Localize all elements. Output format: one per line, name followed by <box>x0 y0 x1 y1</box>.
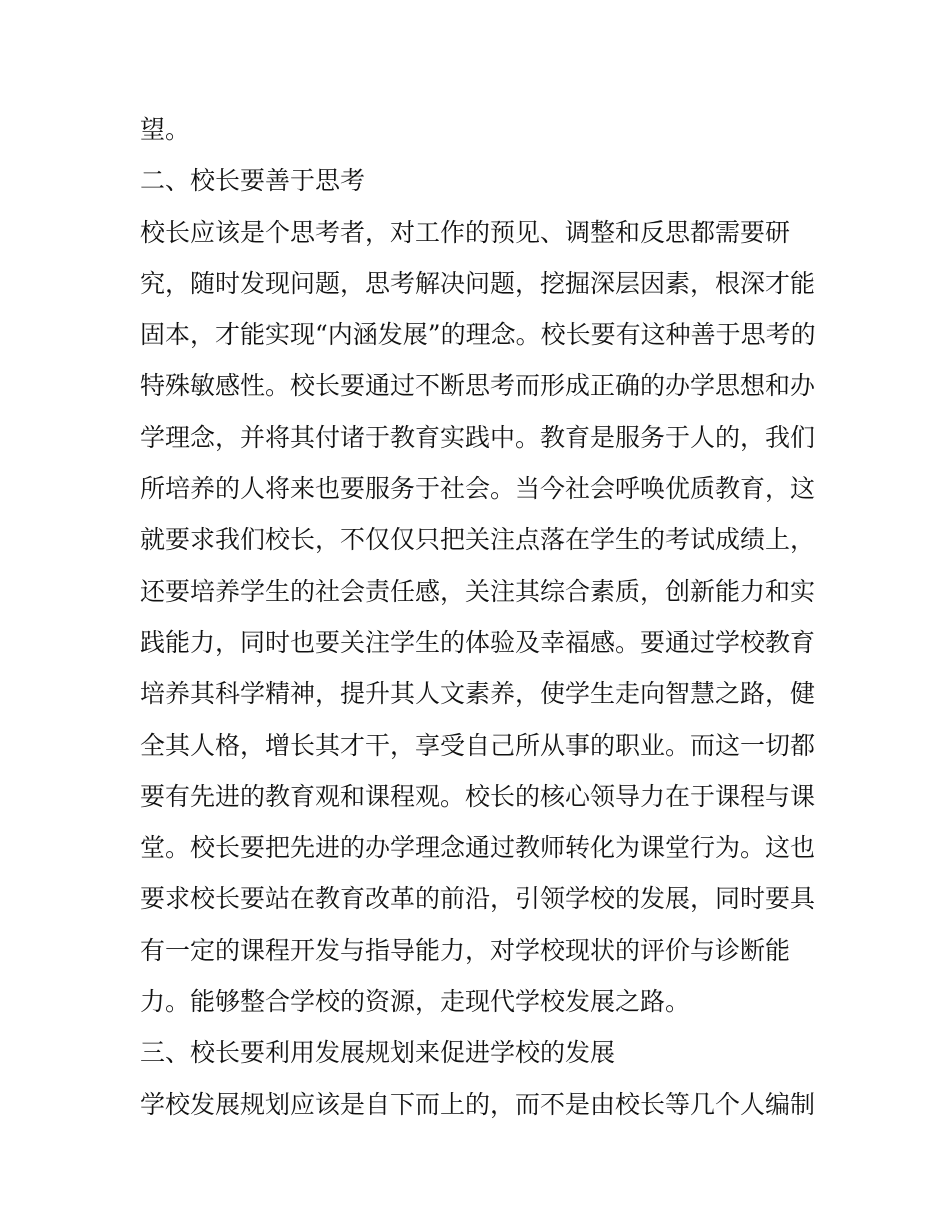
text-line: 要求校长要站在教育改革的前沿，引领学校的发展，同时要具 <box>140 884 816 914</box>
text-line: 要有先进的教育观和课程观。校长的核心领导力在于课程与课 <box>140 781 816 811</box>
text-line: 力。能够整合学校的资源，走现代学校发展之路。 <box>140 987 691 1017</box>
text-line: 全其人格，增长其才干，享受自己所从事的职业。而这一切都 <box>140 730 816 760</box>
text-line: 固本，才能实现“内涵发展”的理念。校长要有这种善于思考的 <box>140 320 816 350</box>
text-line: 堂。校长要把先进的办学理念通过教师转化为课堂行为。这也 <box>140 833 816 863</box>
text-line: 学校发展规划应该是自下而上的，而不是由校长等几个人编制 <box>140 1089 816 1119</box>
text-line: 培养其科学精神，提升其人文素养，使学生走向智慧之路，健 <box>140 679 816 709</box>
section-heading-2: 二、校长要善于思考 <box>140 166 366 196</box>
text-line: 校长应该是个思考者，对工作的预见、调整和反思都需要研 <box>140 217 791 247</box>
body-text <box>140 104 820 1130</box>
text-line: 学理念，并将其付诸于教育实践中。教育是服务于人的，我们 <box>140 422 816 452</box>
text-line: 践能力，同时也要关注学生的体验及幸福感。要通过学校教育 <box>140 627 816 657</box>
text-line: 究，随时发现问题，思考解决问题，挖掘深层因素，根深才能 <box>140 268 816 298</box>
text-line: 还要培养学生的社会责任感，关注其综合素质，创新能力和实 <box>140 576 816 606</box>
text-line: 有一定的课程开发与指导能力，对学校现状的评价与诊断能 <box>140 935 791 965</box>
section-heading-3: 三、校长要利用发展规划来促进学校的发展 <box>140 1038 616 1068</box>
text-line: 特殊敏感性。校长要通过不断思考而形成正确的办学思想和办 <box>140 371 816 401</box>
text-line: 所培养的人将来也要服务于社会。当今社会呼唤优质教育，这 <box>140 474 816 504</box>
text-line: 望。 <box>140 115 191 144</box>
text-line: 就要求我们校长，不仅仅只把关注点落在学生的考试成绩上， <box>140 525 816 555</box>
